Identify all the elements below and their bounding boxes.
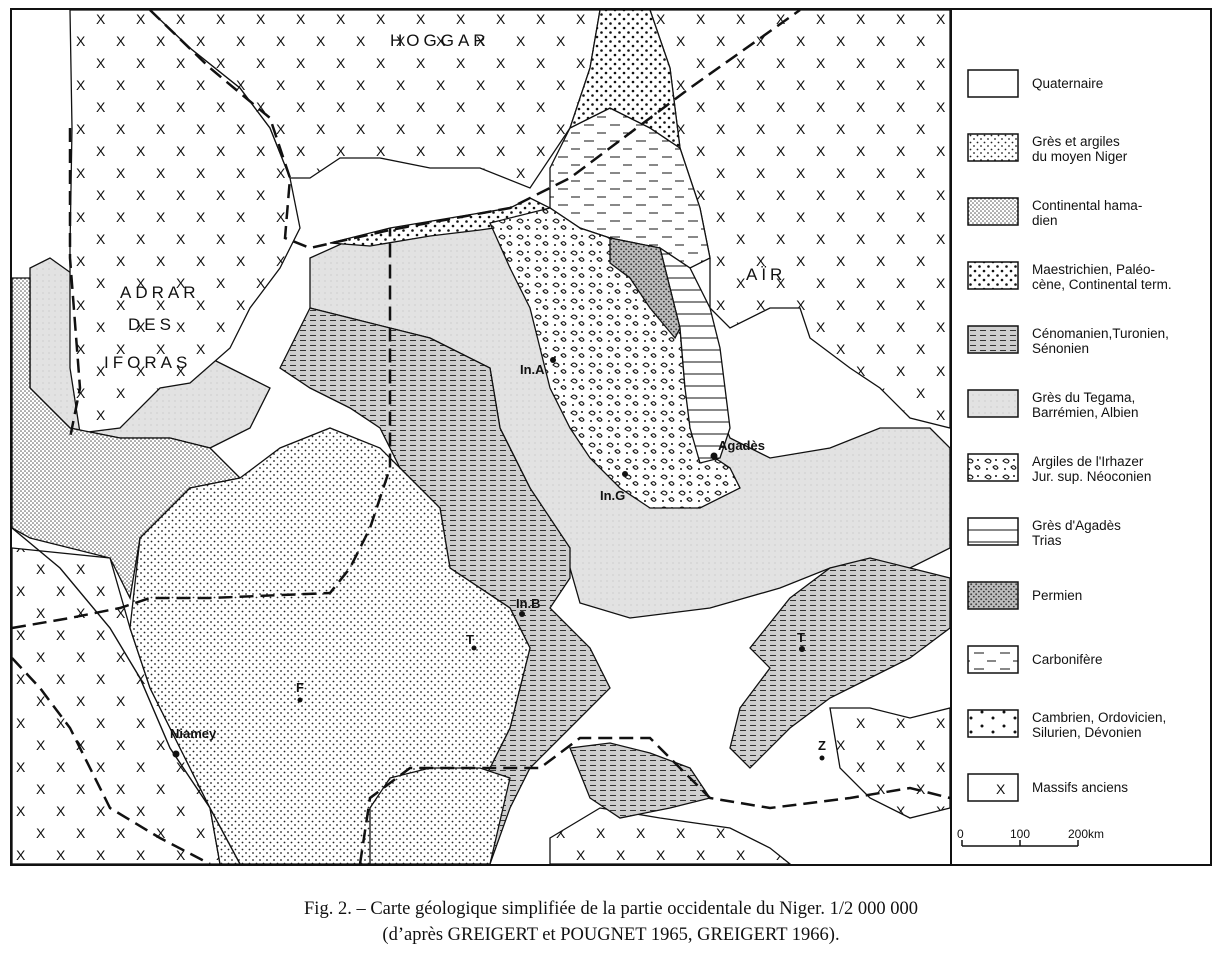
label-f: F — [296, 680, 304, 695]
marker-agades — [711, 453, 718, 460]
legend-label-massifs-anciens-0: Massifs anciens — [1032, 780, 1129, 795]
label-hoggar: HOGGAR — [390, 31, 490, 50]
label-adrar-3: IFORAS — [104, 353, 192, 372]
label-in-b: In.B — [516, 596, 541, 611]
legend-label-maestrichien-1: cène, Continental term. — [1032, 277, 1172, 292]
legend-label-cambrien-1: Silurien, Dévonien — [1032, 725, 1142, 740]
legend-label-continental-hamadien-0: Continental hama- — [1032, 198, 1143, 213]
legend-swatch-quaternaire — [968, 70, 1018, 97]
marker-in-a — [550, 357, 556, 363]
legend-swatch-carbonifere — [968, 646, 1018, 673]
legend-label-gres-tegama-0: Grès du Tegama, — [1032, 390, 1136, 405]
label-z: Z — [818, 738, 826, 753]
marker-t-east — [799, 646, 805, 652]
label-air: AÏR — [746, 265, 787, 284]
legend-label-argiles-irhazer-0: Argiles de l'Irhazer — [1032, 454, 1144, 469]
label-adrar-1: ADRAR — [120, 283, 200, 302]
legend-swatch-continental-hamadien — [968, 198, 1018, 225]
label-in-g: In.G — [600, 488, 626, 503]
legend-label-gres-tegama-1: Barrémien, Albien — [1032, 405, 1139, 420]
legend-label-gres-agades-0: Grès d'Agadès — [1032, 518, 1121, 533]
legend-label-gres-agades-1: Trias — [1032, 533, 1062, 548]
label-t-west: T — [466, 632, 474, 647]
scale-label-0: 0 — [957, 827, 964, 841]
legend-label-gres-argiles-moyen-niger-1: du moyen Niger — [1032, 149, 1128, 164]
marker-f — [298, 698, 303, 703]
marker-niamey — [173, 751, 180, 758]
legend-item-gres-argiles-moyen-niger — [968, 134, 1128, 164]
marker-in-g — [622, 471, 628, 477]
legend-item-cambrien — [968, 710, 1166, 740]
legend-item-maestrichien — [968, 262, 1172, 292]
legend-swatch-permien — [968, 582, 1018, 609]
label-in-a: In.A — [520, 362, 545, 377]
caption-line-2: (d’après GREIGERT et POUGNET 1965, GREIGERT 1966). — [382, 925, 840, 945]
label-adrar-2: DES — [128, 315, 175, 334]
legend-label-permien-0: Permien — [1032, 588, 1083, 603]
figure-caption — [0, 896, 1222, 948]
legend-swatch-argiles-irhazer — [968, 454, 1018, 481]
label-agades: Agadès — [718, 438, 765, 453]
legend-label-gres-argiles-moyen-niger-0: Grès et argiles — [1032, 134, 1120, 149]
scale-label-200: 200km — [1068, 827, 1105, 841]
label-niamey: Niamey — [170, 726, 217, 741]
legend-label-cenomanien-0: Cénomanien,Turonien, — [1032, 326, 1169, 341]
legend-swatch-maestrichien — [968, 262, 1018, 289]
legend-label-cambrien-0: Cambrien, Ordovicien, — [1032, 710, 1167, 725]
geological-map — [10, 8, 1212, 866]
legend-swatch-gres-agades — [968, 518, 1018, 545]
marker-in-b — [519, 611, 525, 617]
legend-label-quaternaire-0: Quaternaire — [1032, 76, 1104, 91]
legend-label-argiles-irhazer-1: Jur. sup. Néoconien — [1032, 469, 1152, 484]
legend-label-continental-hamadien-1: dien — [1032, 213, 1058, 228]
legend-label-maestrichien-0: Maestrichien, Paléo- — [1032, 262, 1156, 277]
marker-z — [820, 756, 825, 761]
legend-label-carbonifere-0: Carbonifère — [1032, 652, 1103, 667]
legend-swatch-cenomanien — [968, 326, 1018, 353]
legend-item-gres-tegama — [968, 390, 1139, 420]
legend-swatch-cambrien — [968, 710, 1018, 737]
legend-label-cenomanien-1: Sénonien — [1032, 341, 1090, 356]
legend-item-argiles-irhazer — [968, 454, 1151, 484]
legend-swatch-gres-tegama — [968, 390, 1018, 417]
legend-swatch-gres-argiles-moyen-niger — [968, 134, 1018, 161]
label-t-east: T — [797, 630, 805, 645]
caption-line-1: Fig. 2. – Carte géologique simplifiée de la partie occidentale du Niger. 1/2 000 000 — [304, 899, 918, 919]
scale-label-100: 100 — [1010, 827, 1031, 841]
legend-swatch-massifs-anciens — [968, 774, 1018, 801]
